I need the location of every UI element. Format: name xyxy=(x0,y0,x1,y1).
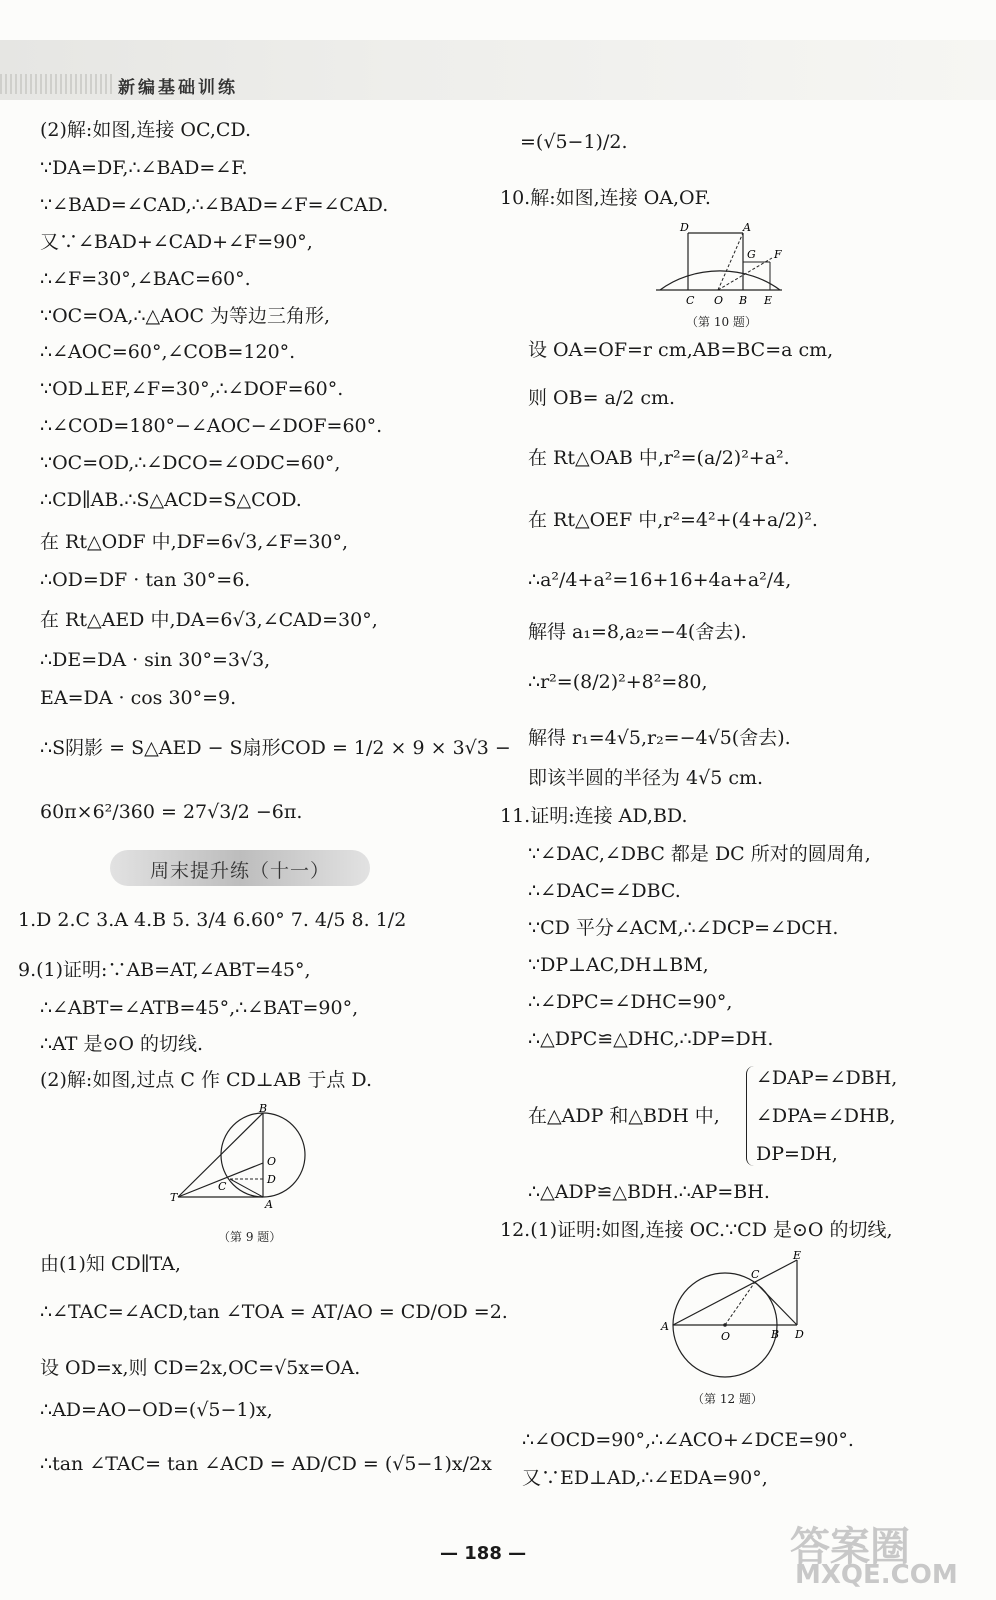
text-line: ∴S阴影 = S△AED − S扇形COD = 1/2 × 9 × 3√3 − xyxy=(40,737,511,759)
text-line: 在△ADP 和△BDH 中, xyxy=(528,1105,720,1127)
fig10-label: E xyxy=(764,294,773,307)
fig12-label: O xyxy=(721,1330,731,1343)
fig12-label: C xyxy=(751,1268,760,1281)
figure-12 xyxy=(655,1250,815,1385)
text-line: ∴CD∥AB.∴S△ACD=S△COD. xyxy=(40,489,302,511)
answer-key: 1.D 2.C 3.A 4.B 5. 3/4 6.60° 7. 4/5 8. 1/2 xyxy=(18,909,407,931)
text-line: ∵∠BAD=∠CAD,∴∠BAD=∠F=∠CAD. xyxy=(40,194,389,216)
text-line: ∴∠TAC=∠ACD,tan ∠TOA = AT/AO = CD/OD =2. xyxy=(40,1301,508,1323)
text-line: ∴∠F=30°,∠BAC=60°. xyxy=(40,268,251,290)
text-line: ∴AD=AO−OD=(√5−1)x, xyxy=(40,1399,273,1421)
text-line: 由(1)知 CD∥TA, xyxy=(40,1253,181,1275)
text-line: =(√5−1)/2. xyxy=(520,131,628,153)
header-title: 新编基础训练 xyxy=(118,78,238,98)
fig10-label: G xyxy=(747,248,756,261)
fig12-label: B xyxy=(771,1328,780,1341)
text-line: ∠DPA=∠DHB, xyxy=(756,1105,896,1127)
text-line: ∴OD=DF · tan 30°=6. xyxy=(40,569,251,591)
text-line: 则 OB= a/2 cm. xyxy=(528,387,676,409)
text-line: DP=DH, xyxy=(756,1143,838,1165)
text-line: ∴∠ABT=∠ATB=45°,∴∠BAT=90°, xyxy=(40,997,359,1019)
text-line: ∴r²=(8/2)²+8²=80, xyxy=(528,671,708,693)
figure-9 xyxy=(168,1100,308,1210)
figure-10 xyxy=(650,220,800,310)
fig9-label: O xyxy=(267,1155,277,1168)
fig10-label: F xyxy=(774,248,782,261)
text-line: 在 Rt△ODF 中,DF=6√3,∠F=30°, xyxy=(40,531,349,553)
text-line: ∴DE=DA · sin 30°=3√3, xyxy=(40,649,271,671)
text-line: (2)解:如图,连接 OC,CD. xyxy=(40,119,252,141)
fig12-label: E xyxy=(793,1250,802,1262)
text-line: ∴a²/4+a²=16+16+4a+a²/4, xyxy=(528,569,792,591)
text-line: 在 Rt△OAB 中,r²=(a/2)²+a². xyxy=(528,447,790,469)
text-line: ∴AT 是⊙O 的切线. xyxy=(40,1033,204,1055)
text-line: 10.解:如图,连接 OA,OF. xyxy=(500,187,711,209)
fig10-label: A xyxy=(743,221,751,234)
text-line: ∵∠DAC,∠DBC 都是 DC 所对的圆周角, xyxy=(528,843,871,865)
text-line: ∵CD 平分∠ACM,∴∠DCP=∠DCH. xyxy=(528,917,839,939)
fig10-label: B xyxy=(739,294,748,307)
watermark-url: MXQE.COM xyxy=(795,1560,958,1590)
text-line: ∵DA=DF,∴∠BAD=∠F. xyxy=(40,157,248,179)
text-line: ∵OC=OA,∴△AOC 为等边三角形, xyxy=(40,305,331,327)
fig10-label: C xyxy=(686,294,695,307)
fig10-label: O xyxy=(714,294,724,307)
page-number: — 188 — xyxy=(440,1543,527,1564)
text-line: 设 OA=OF=r cm,AB=BC=a cm, xyxy=(528,339,834,361)
text-line: ∴∠OCD=90°,∴∠ACO+∠DCE=90°. xyxy=(522,1429,854,1451)
text-line: ∴△DPC≌△DHC,∴DP=DH. xyxy=(528,1028,774,1050)
text-line: ∴∠DPC=∠DHC=90°, xyxy=(528,991,733,1013)
text-line: 即该半圆的半径为 4√5 cm. xyxy=(528,767,764,789)
fig9-label: T xyxy=(170,1191,178,1204)
fig9-label: B xyxy=(259,1102,268,1115)
text-line: 在 Rt△OEF 中,r²=4²+(4+a/2)². xyxy=(528,509,818,531)
section-title: 周末提升练（十一） xyxy=(149,860,330,882)
text-line: 11.证明:连接 AD,BD. xyxy=(500,805,688,827)
fig9-label: D xyxy=(267,1173,276,1186)
text-line: ∵DP⊥AC,DH⊥BM, xyxy=(528,954,709,976)
text-line: ∴△ADP≌△BDH.∴AP=BH. xyxy=(528,1181,770,1203)
figure-12-caption: （第 12 题） xyxy=(692,1392,763,1406)
text-line: ∴∠COD=180°−∠AOC−∠DOF=60°. xyxy=(40,415,383,437)
text-line: ∴tan ∠TAC= tan ∠ACD = AD/CD = (√5−1)x/2x xyxy=(40,1453,492,1475)
text-line: EA=DA · cos 30°=9. xyxy=(40,687,237,709)
fig9-label: A xyxy=(265,1198,273,1210)
text-line: 又∵∠BAD+∠CAD+∠F=90°, xyxy=(40,231,313,253)
text-line: 在 Rt△AED 中,DA=6√3,∠CAD=30°, xyxy=(40,609,378,631)
section-banner xyxy=(110,850,370,886)
text-line: 又∵ED⊥AD,∴∠EDA=90°, xyxy=(522,1467,768,1489)
figure-10-caption: （第 10 题） xyxy=(686,315,757,329)
system-brace xyxy=(746,1066,755,1166)
text-line: 设 OD=x,则 CD=2x,OC=√5x=OA. xyxy=(40,1357,361,1379)
fig12-label: D xyxy=(795,1328,804,1341)
text-line: ∴∠AOC=60°,∠COB=120°. xyxy=(40,341,296,363)
text-line: ∵OC=OD,∴∠DCO=∠ODC=60°, xyxy=(40,452,341,474)
fig9-label: C xyxy=(218,1180,227,1193)
header-decoration xyxy=(0,74,112,94)
text-line: ∠DAP=∠DBH, xyxy=(756,1067,898,1089)
watermark-logo: 答案圈 xyxy=(790,1524,910,1570)
figure-9-caption: （第 9 题） xyxy=(218,1230,282,1244)
text-line: 12.(1)证明:如图,连接 OC.∵CD 是⊙O 的切线, xyxy=(500,1219,893,1241)
text-line: ∴∠DAC=∠DBC. xyxy=(528,880,681,902)
text-line: 解得 r₁=4√5,r₂=−4√5(舍去). xyxy=(528,727,791,749)
text-line: (2)解:如图,过点 C 作 CD⊥AB 于点 D. xyxy=(40,1069,373,1091)
text-line: 9.(1)证明:∵AB=AT,∠ABT=45°, xyxy=(18,959,311,981)
fig10-label: D xyxy=(680,221,689,234)
text-line: ∵OD⊥EF,∠F=30°,∴∠DOF=60°. xyxy=(40,378,344,400)
text-line: 60π×6²/360 = 27√3/2 −6π. xyxy=(40,801,303,823)
fig12-label: A xyxy=(661,1320,669,1333)
text-line: 解得 a₁=8,a₂=−4(舍去). xyxy=(528,621,747,643)
